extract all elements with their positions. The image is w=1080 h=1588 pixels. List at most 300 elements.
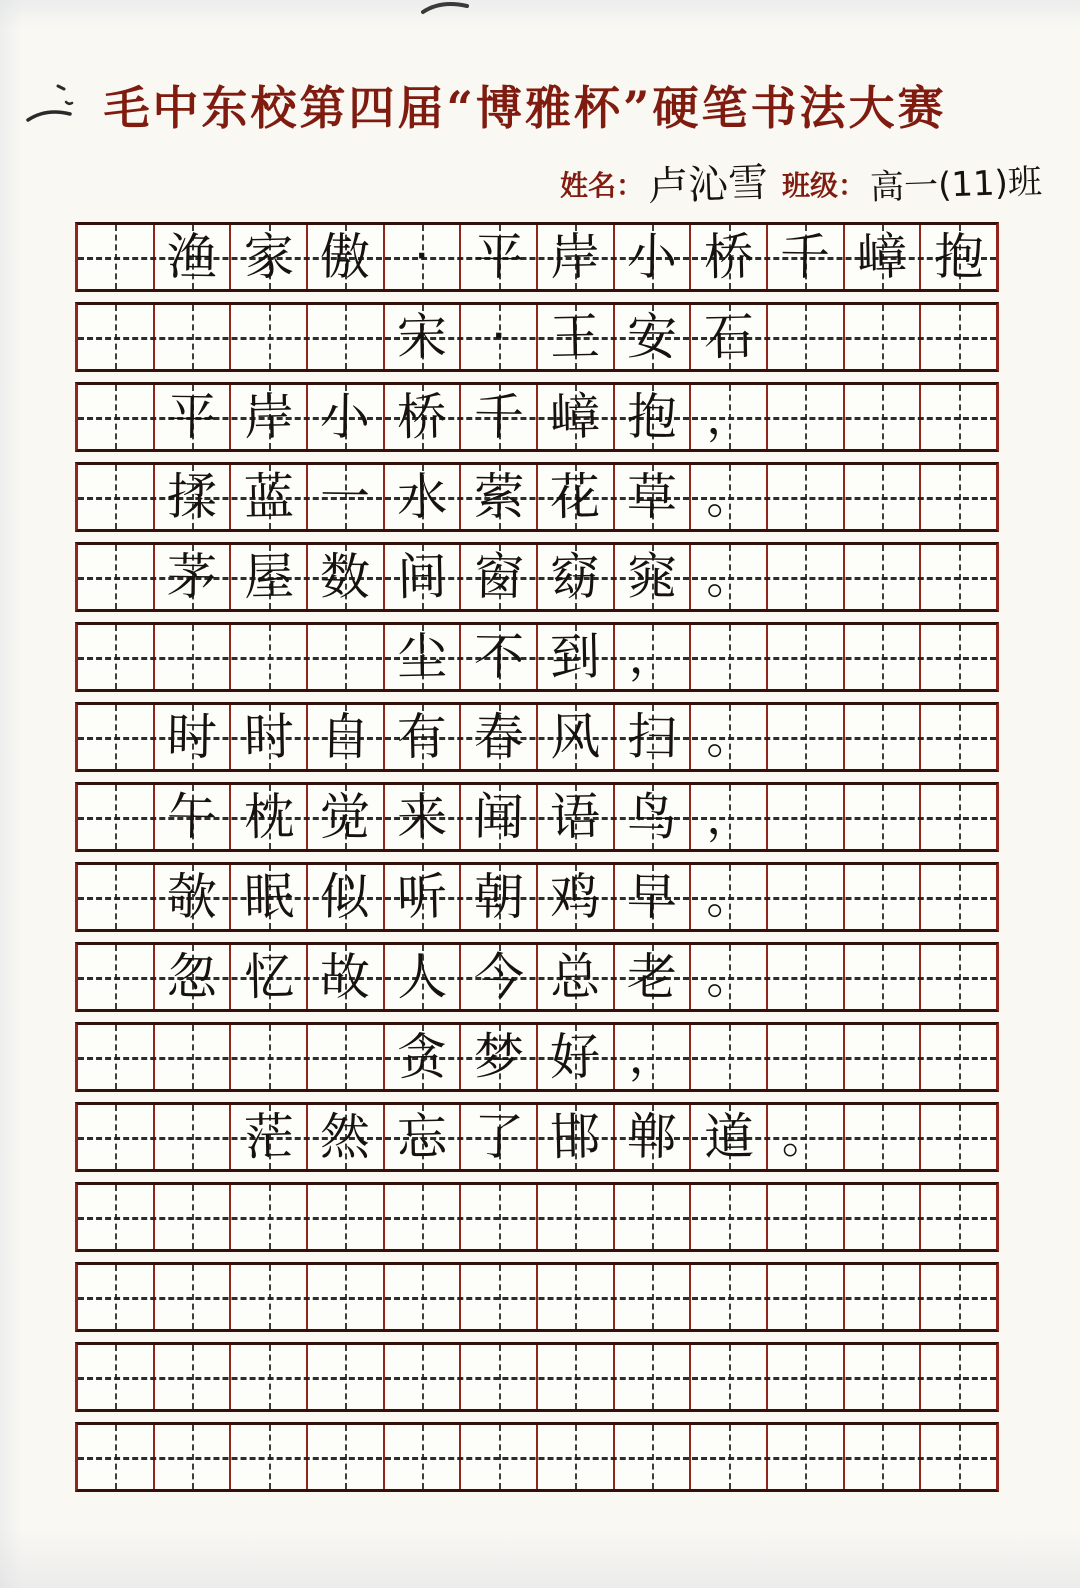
grid-cell <box>461 1265 538 1329</box>
handwritten-character: 渔 <box>166 227 218 287</box>
grid-cell <box>155 705 232 769</box>
grid-cell <box>921 225 996 289</box>
grid-cell <box>768 1025 845 1089</box>
grid-cell <box>921 785 996 849</box>
grid-cell <box>155 305 232 369</box>
grid-cell <box>385 1425 462 1489</box>
handwritten-character: 草 <box>626 467 678 527</box>
grid-cell <box>308 1265 385 1329</box>
grid-cell <box>308 1425 385 1489</box>
grid-cell <box>308 385 385 449</box>
grid-cell <box>768 1345 845 1409</box>
grid-cell <box>615 1425 692 1489</box>
grid-cell <box>768 465 845 529</box>
grid-cell <box>308 705 385 769</box>
grid-cell <box>155 1345 232 1409</box>
grid-cell <box>691 1185 768 1249</box>
grid-cell <box>768 305 845 369</box>
grid-cell <box>78 385 155 449</box>
punctuation-mark: 。 <box>705 709 753 765</box>
handwritten-character: 水 <box>396 467 448 527</box>
grid-row <box>75 1102 999 1172</box>
handwritten-character: 语 <box>549 787 601 847</box>
grid-cell <box>78 865 155 929</box>
handwritten-character: 安 <box>626 307 678 367</box>
grid-cell <box>768 865 845 929</box>
grid-cell <box>155 625 232 689</box>
handwritten-character: 桥 <box>396 387 448 447</box>
grid-cell <box>921 945 996 1009</box>
grid-cell <box>538 225 615 289</box>
grid-cell <box>768 625 845 689</box>
handwritten-character: 来 <box>396 787 448 847</box>
handwritten-class: 高一(11)班 <box>869 161 1043 208</box>
handwritten-character: 岸 <box>243 387 295 447</box>
grid-cell <box>538 1105 615 1169</box>
grid-cell <box>461 1105 538 1169</box>
grid-row <box>75 1262 999 1332</box>
handwritten-character: 听 <box>396 867 448 927</box>
grid-cell <box>921 1265 996 1329</box>
grid-cell <box>845 1105 922 1169</box>
handwritten-character: 然 <box>319 1107 371 1167</box>
punctuation-mark: 。 <box>705 949 753 1005</box>
grid-row <box>75 862 999 932</box>
grid-cell <box>691 545 768 609</box>
grid-cell <box>461 225 538 289</box>
grid-cell <box>385 305 462 369</box>
grid-cell <box>615 1185 692 1249</box>
student-info-bar <box>560 158 1042 210</box>
grid-cell <box>921 385 996 449</box>
handwritten-character: 傲 <box>319 227 371 287</box>
grid-cell <box>78 305 155 369</box>
handwritten-character: 蓝 <box>243 467 295 527</box>
stray-pen-mark <box>18 70 88 130</box>
handwritten-character: 嶂 <box>856 227 908 287</box>
handwritten-character: 花 <box>549 467 601 527</box>
handwritten-character: 揉 <box>166 467 218 527</box>
grid-cell <box>845 1345 922 1409</box>
grid-cell <box>231 465 308 529</box>
grid-cell <box>691 1425 768 1489</box>
grid-cell <box>921 705 996 769</box>
grid-cell <box>845 1185 922 1249</box>
grid-cell <box>155 1185 232 1249</box>
handwritten-character: 自 <box>319 707 371 767</box>
grid-cell <box>845 545 922 609</box>
grid-cell <box>615 1265 692 1329</box>
grid-cell <box>155 385 232 449</box>
grid-cell <box>921 305 996 369</box>
grid-cell <box>538 1025 615 1089</box>
grid-cell <box>538 625 615 689</box>
handwritten-character: 窈 <box>549 547 601 607</box>
grid-cell <box>308 625 385 689</box>
grid-cell <box>538 1425 615 1489</box>
handwritten-character: 桥 <box>703 227 755 287</box>
grid-cell <box>921 1345 996 1409</box>
grid-cell <box>768 1265 845 1329</box>
handwritten-character: 小 <box>626 227 678 287</box>
grid-cell <box>155 545 232 609</box>
grid-cell <box>308 865 385 929</box>
handwritten-character: 午 <box>166 787 218 847</box>
handwritten-character: 抱 <box>933 227 985 287</box>
grid-cell <box>78 705 155 769</box>
grid-cell <box>845 865 922 929</box>
grid-cell <box>538 305 615 369</box>
grid-cell <box>308 465 385 529</box>
grid-cell <box>691 385 768 449</box>
grid-cell <box>691 305 768 369</box>
punctuation-mark: 。 <box>782 1109 829 1165</box>
grid-row <box>75 622 999 692</box>
grid-cell <box>461 625 538 689</box>
handwritten-character: 扫 <box>626 707 678 767</box>
grid-cell <box>385 1105 462 1169</box>
grid-cell <box>231 1425 308 1489</box>
grid-cell <box>845 705 922 769</box>
grid-cell <box>308 545 385 609</box>
grid-cell <box>231 1185 308 1249</box>
grid-cell <box>768 225 845 289</box>
grid-cell <box>615 625 692 689</box>
grid-cell <box>385 785 462 849</box>
handwritten-character: 梦 <box>473 1027 525 1087</box>
grid-cell <box>921 1105 996 1169</box>
punctuation-mark: ， <box>628 1029 676 1085</box>
handwritten-character: 欹 <box>166 867 218 927</box>
handwritten-character: 风 <box>549 707 601 767</box>
handwritten-character: 忆 <box>243 947 295 1007</box>
handwritten-character: 茫 <box>243 1107 295 1167</box>
handwritten-character: 道 <box>703 1107 755 1167</box>
grid-cell <box>385 225 462 289</box>
page-title: 毛中东校第四届“博雅杯”硬笔书法大赛 <box>103 81 947 135</box>
grid-cell <box>538 545 615 609</box>
grid-cell <box>691 1345 768 1409</box>
handwritten-character: 到 <box>549 627 601 687</box>
grid-cell <box>845 1025 922 1089</box>
handwritten-character: 茅 <box>166 547 218 607</box>
grid-cell <box>845 625 922 689</box>
grid-row <box>75 462 999 532</box>
handwritten-character: 故 <box>319 947 371 1007</box>
grid-cell <box>231 865 308 929</box>
grid-cell <box>768 545 845 609</box>
separator-dot: · <box>415 238 429 275</box>
handwritten-character: 小 <box>319 387 371 447</box>
grid-cell <box>461 1425 538 1489</box>
grid-cell <box>845 945 922 1009</box>
grid-cell <box>461 545 538 609</box>
handwritten-character: 春 <box>473 707 525 767</box>
punctuation-mark: ， <box>628 629 676 685</box>
grid-cell <box>538 385 615 449</box>
grid-cell <box>461 1345 538 1409</box>
grid-cell <box>615 225 692 289</box>
grid-cell <box>691 1105 768 1169</box>
grid-cell <box>461 785 538 849</box>
grid-cell <box>385 1345 462 1409</box>
grid-cell <box>308 305 385 369</box>
handwritten-character: 石 <box>703 307 755 367</box>
grid-cell <box>78 625 155 689</box>
grid-cell <box>921 465 996 529</box>
handwritten-character: 似 <box>319 867 371 927</box>
grid-cell <box>78 1345 155 1409</box>
grid-cell <box>691 1265 768 1329</box>
grid-cell <box>691 705 768 769</box>
handwritten-character: 老 <box>626 947 678 1007</box>
grid-cell <box>385 625 462 689</box>
handwritten-character: 家 <box>243 227 295 287</box>
grid-cell <box>691 865 768 929</box>
grid-cell <box>845 305 922 369</box>
grid-cell <box>78 465 155 529</box>
name-label: 姓名： <box>560 169 645 202</box>
handwritten-character: 时 <box>166 707 218 767</box>
grid-cell <box>385 545 462 609</box>
grid-cell <box>615 785 692 849</box>
grid-cell <box>78 545 155 609</box>
handwritten-character: 平 <box>473 227 525 287</box>
punctuation-mark: ， <box>705 789 753 845</box>
grid-row <box>75 302 999 372</box>
grid-cell <box>78 945 155 1009</box>
grid-row <box>75 1342 999 1412</box>
grid-cell <box>155 865 232 929</box>
punctuation-mark: 。 <box>705 869 753 925</box>
grid-cell <box>538 1345 615 1409</box>
grid-cell <box>78 1025 155 1089</box>
handwritten-character: 闻 <box>473 787 525 847</box>
grid-cell <box>385 1185 462 1249</box>
grid-cell <box>615 545 692 609</box>
grid-cell <box>615 865 692 929</box>
handwritten-character: 今 <box>473 947 525 1007</box>
handwritten-character: 不 <box>473 627 525 687</box>
grid-cell <box>78 1105 155 1169</box>
grid-cell <box>845 1425 922 1489</box>
grid-cell <box>385 865 462 929</box>
handwritten-character: 平 <box>166 387 218 447</box>
grid-cell <box>78 785 155 849</box>
handwritten-character: 数 <box>319 547 371 607</box>
handwritten-character: 抱 <box>626 387 678 447</box>
grid-cell <box>78 1265 155 1329</box>
grid-cell <box>691 1025 768 1089</box>
grid-cell <box>845 785 922 849</box>
handwritten-character: 千 <box>779 227 831 287</box>
handwritten-character: 总 <box>549 947 601 1007</box>
handwritten-character: 好 <box>549 1027 601 1087</box>
grid-cell <box>461 865 538 929</box>
grid-cell <box>768 705 845 769</box>
grid-cell <box>768 1185 845 1249</box>
grid-cell <box>78 1185 155 1249</box>
handwritten-character: 觉 <box>319 787 371 847</box>
handwritten-character: 岸 <box>549 227 601 287</box>
handwritten-character: 郸 <box>626 1107 678 1167</box>
handwritten-character: 一 <box>319 467 371 527</box>
grid-cell <box>538 865 615 929</box>
grid-cell <box>691 945 768 1009</box>
grid-cell <box>155 1265 232 1329</box>
grid-cell <box>845 225 922 289</box>
handwritten-character: 有 <box>396 707 448 767</box>
grid-row <box>75 222 999 292</box>
grid-row <box>75 702 999 772</box>
grid-cell <box>231 1265 308 1329</box>
handwritten-character: 邯 <box>549 1107 601 1167</box>
grid-cell <box>615 1345 692 1409</box>
handwritten-character: 间 <box>396 547 448 607</box>
grid-cell <box>615 305 692 369</box>
grid-cell <box>308 785 385 849</box>
grid-cell <box>308 1105 385 1169</box>
grid-cell <box>231 1105 308 1169</box>
grid-cell <box>385 1265 462 1329</box>
grid-cell <box>615 385 692 449</box>
grid-cell <box>615 945 692 1009</box>
grid-row <box>75 782 999 852</box>
handwritten-character: 鸡 <box>549 867 601 927</box>
grid-cell <box>308 1025 385 1089</box>
separator-dot: · <box>492 318 505 355</box>
grid-cell <box>385 945 462 1009</box>
grid-cell <box>155 945 232 1009</box>
handwritten-character: 忽 <box>166 947 218 1007</box>
grid-cell <box>768 385 845 449</box>
grid-cell <box>845 465 922 529</box>
grid-cell <box>78 1425 155 1489</box>
handwritten-character: 人 <box>396 947 448 1007</box>
grid-cell <box>768 1425 845 1489</box>
grid-cell <box>155 1425 232 1489</box>
grid-cell <box>538 1185 615 1249</box>
grid-cell <box>768 785 845 849</box>
grid-cell <box>691 225 768 289</box>
grid-cell <box>845 1265 922 1329</box>
grid-cell <box>155 785 232 849</box>
grid-cell <box>385 385 462 449</box>
grid-cell <box>231 785 308 849</box>
grid-cell <box>615 1105 692 1169</box>
grid-cell <box>385 465 462 529</box>
grid-cell <box>768 1105 845 1169</box>
grid-row <box>75 1182 999 1252</box>
grid-row <box>75 542 999 612</box>
handwritten-character: 鸟 <box>626 787 678 847</box>
punctuation-mark: ， <box>705 389 753 445</box>
handwritten-character: 窕 <box>626 547 678 607</box>
handwritten-character: 千 <box>473 387 525 447</box>
grid-cell <box>921 1425 996 1489</box>
grid-cell <box>615 705 692 769</box>
grid-cell <box>921 1185 996 1249</box>
grid-cell <box>308 1345 385 1409</box>
handwritten-character: 枕 <box>243 787 295 847</box>
grid-cell <box>155 1025 232 1089</box>
handwritten-character: 忘 <box>396 1107 448 1167</box>
grid-cell <box>461 1025 538 1089</box>
grid-cell <box>308 225 385 289</box>
scan-artifact <box>415 0 475 16</box>
grid-cell <box>231 625 308 689</box>
grid-cell <box>845 385 922 449</box>
calligraphy-grid <box>75 222 999 1502</box>
handwritten-character: 宋 <box>396 307 448 367</box>
handwritten-character: 早 <box>626 867 678 927</box>
grid-cell <box>461 705 538 769</box>
grid-cell <box>385 1025 462 1089</box>
handwritten-character: 王 <box>549 307 601 367</box>
class-label: 班级： <box>782 169 867 202</box>
grid-cell <box>155 465 232 529</box>
grid-cell <box>921 865 996 929</box>
grid-cell <box>461 1185 538 1249</box>
grid-cell <box>231 385 308 449</box>
grid-cell <box>231 545 308 609</box>
handwritten-character: 眠 <box>243 867 295 927</box>
grid-cell <box>921 1025 996 1089</box>
grid-cell <box>308 945 385 1009</box>
grid-row <box>75 1022 999 1092</box>
punctuation-mark: 。 <box>705 549 753 605</box>
grid-cell <box>231 1025 308 1089</box>
grid-cell <box>231 705 308 769</box>
handwritten-character: 了 <box>473 1107 525 1167</box>
grid-cell <box>538 785 615 849</box>
punctuation-mark: 。 <box>705 469 753 525</box>
grid-cell <box>691 625 768 689</box>
grid-cell <box>538 705 615 769</box>
handwritten-character: 嶂 <box>549 387 601 447</box>
grid-cell <box>538 465 615 529</box>
handwritten-character: 时 <box>243 707 295 767</box>
grid-cell <box>615 1025 692 1089</box>
grid-cell <box>231 225 308 289</box>
grid-row <box>75 942 999 1012</box>
handwritten-character: 屋 <box>243 547 295 607</box>
grid-cell <box>231 1345 308 1409</box>
grid-cell <box>461 305 538 369</box>
handwritten-character: 萦 <box>473 467 525 527</box>
grid-cell <box>231 945 308 1009</box>
handwritten-character: 朝 <box>473 867 525 927</box>
grid-row <box>75 382 999 452</box>
grid-cell <box>308 1185 385 1249</box>
handwritten-character: 尘 <box>396 627 448 687</box>
grid-cell <box>615 465 692 529</box>
grid-row <box>75 1422 999 1492</box>
grid-cell <box>538 1265 615 1329</box>
grid-cell <box>155 1105 232 1169</box>
handwritten-character: 贪 <box>396 1027 448 1087</box>
grid-cell <box>921 625 996 689</box>
grid-cell <box>921 545 996 609</box>
grid-cell <box>461 385 538 449</box>
grid-cell <box>385 705 462 769</box>
grid-cell <box>691 465 768 529</box>
grid-cell <box>691 785 768 849</box>
grid-cell <box>461 945 538 1009</box>
grid-cell <box>231 305 308 369</box>
grid-cell <box>461 465 538 529</box>
handwritten-character: 窗 <box>473 547 525 607</box>
